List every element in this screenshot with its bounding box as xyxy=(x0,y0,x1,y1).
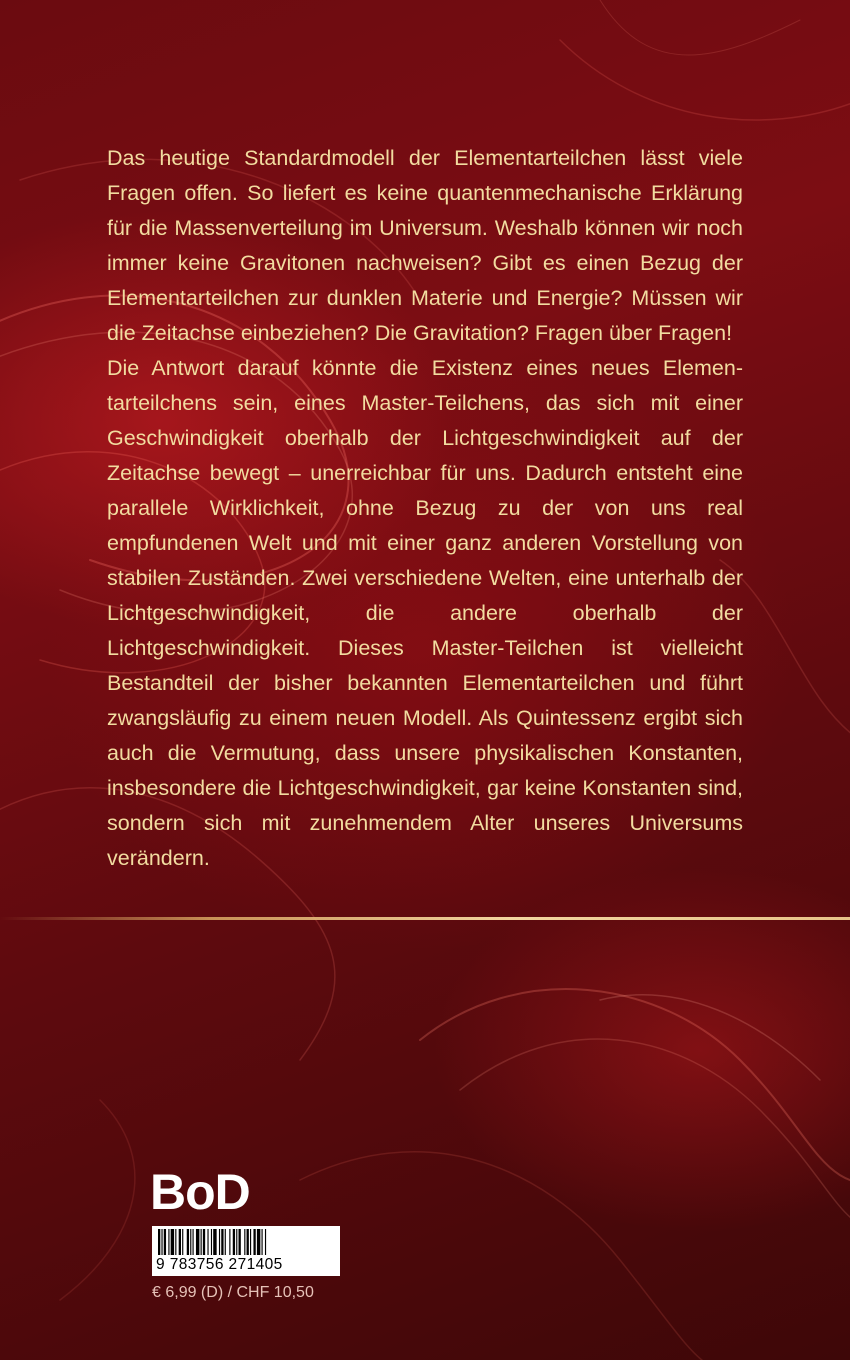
barcode-bar xyxy=(171,1229,174,1255)
barcode-bar xyxy=(179,1229,181,1255)
barcode-bar xyxy=(211,1229,212,1255)
price-label: € 6,99 (D) / CHF 10,50 xyxy=(152,1284,314,1301)
barcode-bar xyxy=(193,1229,194,1255)
blurb-paragraph: Die Antwort darauf könnte die Existenz eines neues Elementarteilchens sein, eines Master-Teilchens, das sich mit einer Geschwindigkeit oberhalb der Lichtgeschwindigkeit auf der Zeitachse bewegt – unerreichbar für uns. Dadurch entsteht eine parallele Wirklichkeit, ohne Bezug zu der von uns real empfundenen Welt und mit einer ganz anderen Vorstellung von stabilen Zuständen. Zwei verschiedene Welten, eine unterhalb der Lichtgeschwindigkeit, die andere oberhalb der Lichtgeschwindigkeit. Dieses Master-Teilchen ist vielleicht Bestandteil der bisher bekannten Elementarteilchen und führt zwangsläufig zu einem neuen Modell. Als Quintessenz ergibt sich auch die Vermutung, dass unsere physikalischen Konstanten, insbesondere die Lichtgeschwindigkeit, gar keine Konstanten sind, sondern sich mit zunehmendem Alter unseres Universums verändern. xyxy=(107,356,743,870)
barcode-bar xyxy=(213,1229,216,1255)
barcode-bar xyxy=(207,1229,208,1255)
barcode-bar xyxy=(187,1229,189,1255)
barcode-bar xyxy=(201,1229,202,1255)
barcode-bar xyxy=(233,1229,235,1255)
barcode-bar xyxy=(219,1229,220,1255)
barcode-bar xyxy=(262,1229,263,1255)
barcode-bar xyxy=(203,1229,205,1255)
barcode-bar xyxy=(168,1229,169,1255)
gold-divider-line xyxy=(0,917,850,920)
barcode-bar xyxy=(196,1229,199,1255)
barcode-bar xyxy=(164,1229,166,1255)
barcode-bar xyxy=(190,1229,191,1255)
barcode-bar xyxy=(239,1229,241,1255)
barcode-bar xyxy=(225,1229,226,1255)
barcode-bar xyxy=(253,1229,255,1255)
barcode-bar xyxy=(236,1229,237,1255)
barcode-bar xyxy=(158,1229,160,1255)
barcode-bars xyxy=(158,1229,334,1255)
publisher-logo: BoD xyxy=(150,1164,250,1220)
barcode-bar xyxy=(265,1229,266,1255)
barcode-bar xyxy=(250,1229,251,1255)
barcode-bar xyxy=(175,1229,176,1255)
barcode-bar xyxy=(247,1229,249,1255)
barcode-bar xyxy=(229,1229,230,1255)
isbn-number: 9 783756 271405 xyxy=(156,1256,283,1273)
blurb-paragraph: Das heutige Standardmodell der Elementarteilchen lässt viele Fragen offen. So liefert es keine quantenmechanische Erklärung für die Massenverteilung im Universum. Weshalb können wir noch immer keine Gravitonen nachweisen? Gibt es einen Bezug der Elementarteilchen zur dunklen Materie und Energie? Müssen wir die Zeitachse einbeziehen? Die Gravitation? Fragen über Fragen! xyxy=(107,146,743,345)
barcode-bar xyxy=(257,1229,260,1255)
blurb-text xyxy=(107,141,743,876)
barcode-bar xyxy=(244,1229,245,1255)
barcode-bar xyxy=(182,1229,183,1255)
barcode-bar xyxy=(161,1229,162,1255)
barcode-bar xyxy=(221,1229,223,1255)
isbn-barcode xyxy=(152,1226,340,1276)
